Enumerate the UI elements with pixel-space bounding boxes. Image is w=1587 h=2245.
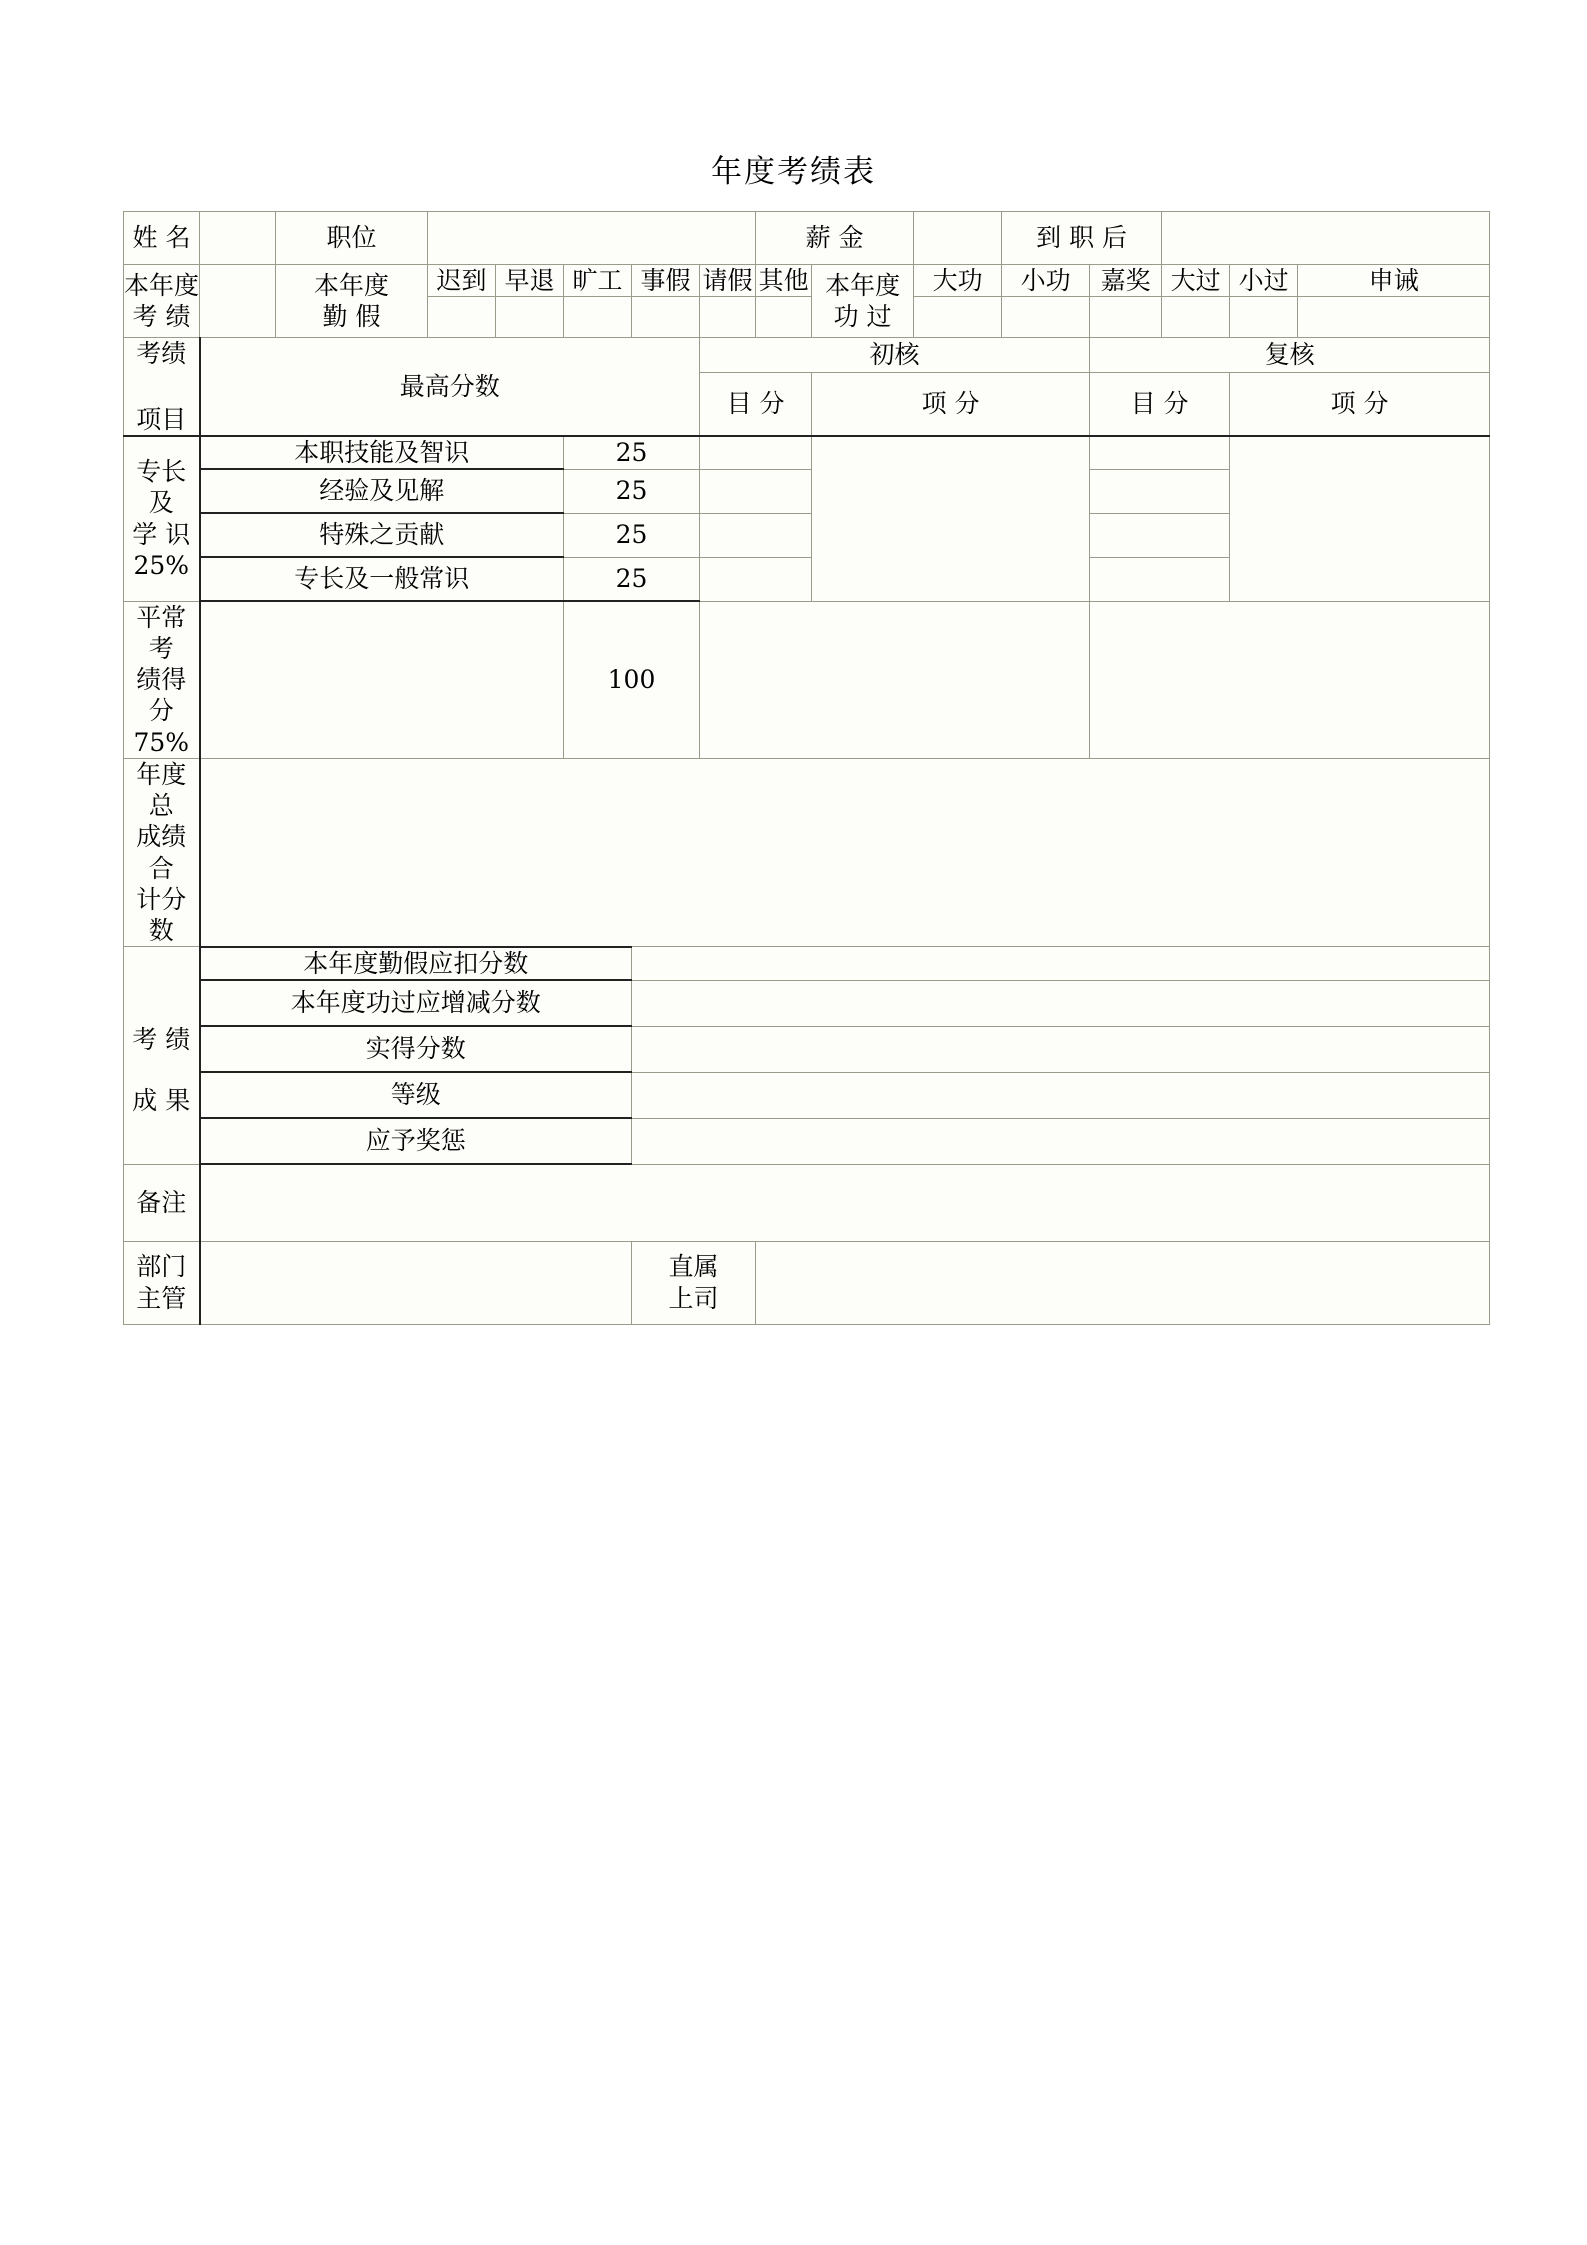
year-merit-label-line2: 功 过 [833, 302, 892, 332]
result-group-label [124, 947, 200, 1164]
table-row [124, 1118, 1490, 1164]
second-review-label: 复核 [1090, 338, 1490, 373]
specialty-group-label [124, 436, 200, 601]
specialty-row-max: 25 [564, 513, 700, 557]
item-label [124, 338, 200, 436]
year-attendance-label-line1: 本年度 [314, 270, 390, 300]
merit-col-minor-demerit: 小过 [1230, 265, 1298, 297]
total-score-value[interactable] [200, 758, 1490, 947]
attendance-value-late[interactable] [428, 297, 496, 338]
first-review-subject-score-label: 目 分 [700, 372, 812, 436]
remark-label: 备注 [124, 1164, 200, 1241]
specialty-row-second-subject[interactable] [1090, 436, 1230, 469]
specialty-row-max: 25 [564, 557, 700, 601]
result-row-name: 实得分数 [200, 1026, 632, 1072]
attendance-col-earlyleave: 早退 [496, 265, 564, 297]
result-group-label-line2: 成 果 [132, 1086, 191, 1116]
table-row-identity [124, 212, 1490, 265]
result-group-label-line1: 考 绩 [132, 1025, 191, 1055]
table-row [124, 1072, 1490, 1118]
first-review-label: 初核 [700, 338, 1090, 373]
table-row-attendance-header [124, 265, 1490, 297]
table-row-total-score [124, 758, 1490, 947]
specialty-row-name: 专长及一般常识 [200, 557, 564, 601]
year-performance-label-line1: 本年度 [124, 270, 200, 300]
after-joining-label: 到 职 后 [1002, 212, 1162, 265]
attendance-value-personalleave[interactable] [632, 297, 700, 338]
item-label-line2: 项目 [136, 404, 187, 434]
table-row-signature [124, 1241, 1490, 1324]
total-score-label-line3: 计分数 [136, 884, 187, 945]
specialty-row-second-subject[interactable] [1090, 469, 1230, 513]
merit-value-reprimand[interactable] [1298, 297, 1490, 338]
table-row-remark [124, 1164, 1490, 1241]
position-value[interactable] [428, 212, 756, 265]
usual-score-second-value[interactable] [1090, 601, 1490, 758]
direct-superior-label-line1: 直属 [668, 1252, 719, 1282]
table-row-usual-score [124, 601, 1490, 758]
year-attendance-label-line2: 勤 假 [322, 302, 381, 332]
attendance-col-late: 迟到 [428, 265, 496, 297]
specialty-row-max: 25 [564, 469, 700, 513]
specialty-group-label-line3: 25% [133, 550, 190, 580]
usual-score-first-value[interactable] [700, 601, 1090, 758]
first-review-item-score-label: 项 分 [812, 372, 1090, 436]
total-score-label-line2: 成绩合 [136, 822, 187, 883]
result-row-value[interactable] [632, 1072, 1490, 1118]
year-merit-label-line1: 本年度 [825, 270, 901, 300]
position-label: 职位 [276, 212, 428, 265]
merit-col-major-demerit: 大过 [1162, 265, 1230, 297]
direct-superior-label [632, 1241, 756, 1324]
specialty-row-first-subject[interactable] [700, 557, 812, 601]
salary-label: 薪 金 [756, 212, 914, 265]
specialty-row-first-subject[interactable] [700, 513, 812, 557]
salary-value[interactable] [914, 212, 1002, 265]
dept-head-label-line2: 主管 [136, 1283, 187, 1313]
year-performance-value[interactable] [200, 265, 276, 338]
specialty-row-first-subject[interactable] [700, 469, 812, 513]
annual-performance-form [123, 211, 1490, 1325]
remark-value[interactable] [200, 1164, 1490, 1241]
year-performance-label [124, 265, 200, 338]
table-row [124, 436, 1490, 469]
merit-col-commendation: 嘉奖 [1090, 265, 1162, 297]
direct-superior-label-line2: 上司 [668, 1283, 719, 1313]
attendance-col-leave: 请假 [700, 265, 756, 297]
direct-superior-value[interactable] [756, 1241, 1490, 1324]
table-row [124, 1026, 1490, 1072]
name-label: 姓 名 [124, 212, 200, 265]
attendance-value-leave[interactable] [700, 297, 756, 338]
attendance-value-absent[interactable] [564, 297, 632, 338]
merit-value-minor-demerit[interactable] [1230, 297, 1298, 338]
usual-score-label [124, 601, 200, 758]
specialty-row-first-subject[interactable] [700, 436, 812, 469]
max-score-label: 最高分数 [200, 338, 700, 436]
attendance-col-personalleave: 事假 [632, 265, 700, 297]
merit-value-major-merit[interactable] [914, 297, 1002, 338]
table-row [124, 947, 1490, 980]
specialty-row-max: 25 [564, 436, 700, 469]
dept-head-label-line1: 部门 [136, 1252, 187, 1282]
merit-value-major-demerit[interactable] [1162, 297, 1230, 338]
name-value[interactable] [200, 212, 276, 265]
attendance-value-earlyleave[interactable] [496, 297, 564, 338]
merit-col-reprimand: 申诫 [1298, 265, 1490, 297]
specialty-first-item-score[interactable] [812, 436, 1090, 601]
specialty-group-label-line1: 专长及 [136, 457, 187, 518]
usual-score-max: 100 [564, 601, 700, 758]
second-review-subject-score-label: 目 分 [1090, 372, 1230, 436]
table-row [124, 980, 1490, 1026]
merit-col-minor-merit: 小功 [1002, 265, 1090, 297]
usual-score-label-line3: 75% [133, 727, 190, 757]
merit-col-major-merit: 大功 [914, 265, 1002, 297]
specialty-second-item-score[interactable] [1230, 436, 1490, 601]
specialty-row-second-subject[interactable] [1090, 513, 1230, 557]
item-label-line1: 考绩 [136, 339, 187, 369]
usual-score-detail[interactable] [200, 601, 564, 758]
dept-head-value[interactable] [200, 1241, 632, 1324]
table-row-review-header-top [124, 338, 1490, 373]
attendance-value-other[interactable] [756, 297, 812, 338]
attendance-col-other: 其他 [756, 265, 812, 297]
merit-value-commendation[interactable] [1090, 297, 1162, 338]
result-row-value[interactable] [632, 980, 1490, 1026]
attendance-col-absent: 旷工 [564, 265, 632, 297]
specialty-row-name: 本职技能及智识 [200, 436, 564, 469]
usual-score-label-line1: 平常考 [136, 602, 187, 663]
total-score-label-line1: 年度总 [136, 759, 187, 820]
result-row-name: 本年度功过应增减分数 [200, 980, 632, 1026]
result-row-name: 应予奖惩 [200, 1118, 632, 1164]
merit-value-minor-merit[interactable] [1002, 297, 1090, 338]
page-title: 年度考绩表 [711, 154, 876, 190]
after-joining-value[interactable] [1162, 212, 1490, 265]
year-merit-label [812, 265, 914, 338]
result-row-name: 等级 [200, 1072, 632, 1118]
second-review-item-score-label: 项 分 [1230, 372, 1490, 436]
usual-score-label-line2: 绩得分 [136, 665, 187, 726]
specialty-row-second-subject[interactable] [1090, 557, 1230, 601]
specialty-group-label-line2: 学 识 [132, 519, 191, 549]
year-performance-label-line2: 考 绩 [132, 302, 191, 332]
specialty-row-name: 特殊之贡献 [200, 513, 564, 557]
year-attendance-label [276, 265, 428, 338]
total-score-label [124, 758, 200, 947]
result-row-value[interactable] [632, 1026, 1490, 1072]
result-row-name: 本年度勤假应扣分数 [200, 947, 632, 980]
specialty-row-name: 经验及见解 [200, 469, 564, 513]
result-row-value[interactable] [632, 1118, 1490, 1164]
result-row-value[interactable] [632, 947, 1490, 980]
dept-head-label [124, 1241, 200, 1324]
